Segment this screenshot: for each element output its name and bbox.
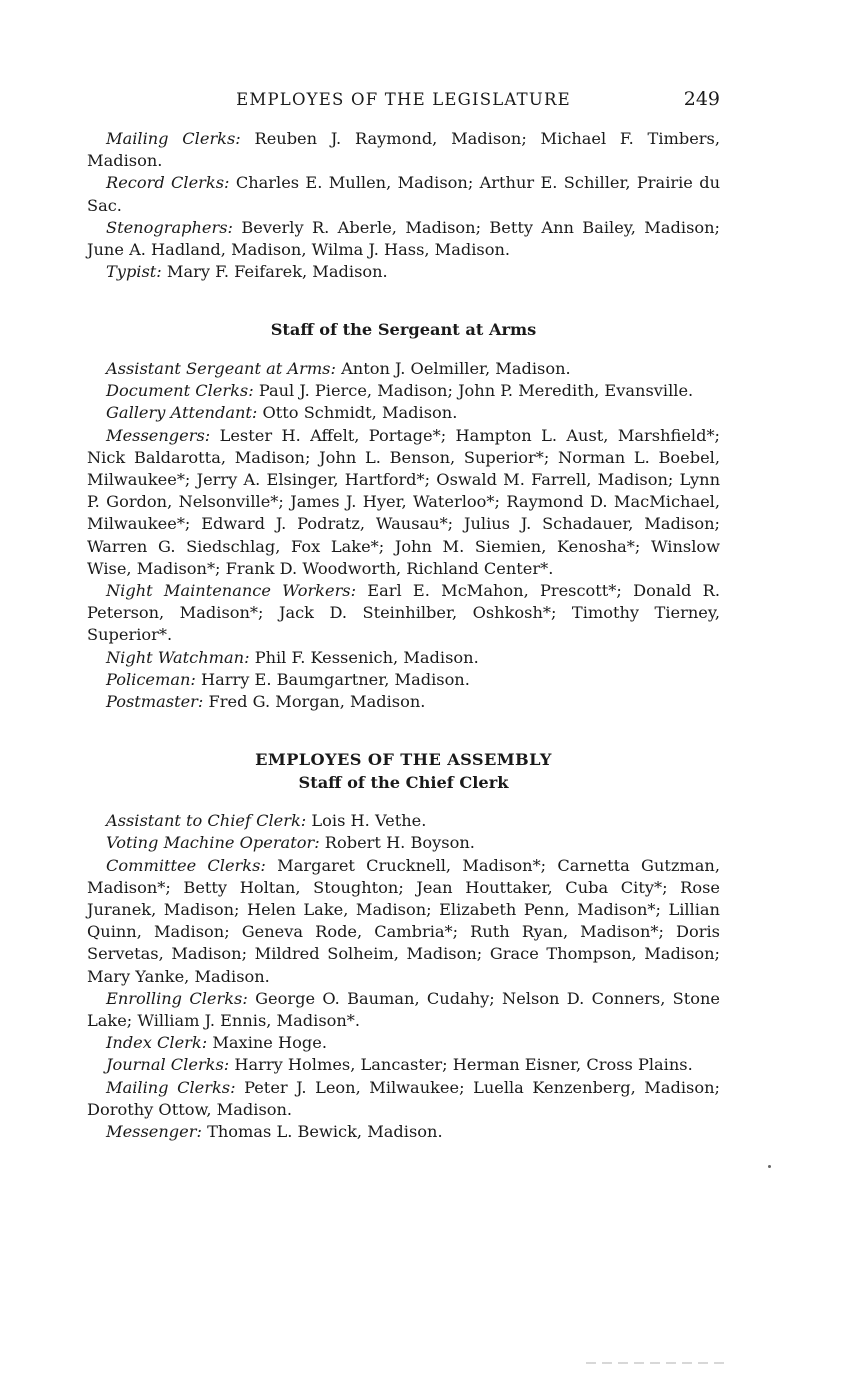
- running-title: EMPLOYES OF THE LEGISLATURE: [236, 90, 571, 109]
- entry-mailing-clerks-assembly: [87, 1077, 720, 1121]
- entry-names: Beverly R. Aberle, Madison; Betty Ann Bailey, Madison; June A. Hadland, Madison, Wilma J. Hass, Madison.: [87, 217, 720, 260]
- role-label: Index Clerk:: [106, 1033, 208, 1053]
- entry-committee-clerks: [87, 855, 720, 988]
- entry-index-clerk: [87, 1032, 720, 1054]
- entry-names: Reuben J. Raymond, Madison; Michael F. Timbers, Madison.: [87, 129, 720, 171]
- entry-names: Lester H. Affelt, Portage*; Hampton L. Aust, Marshfield*; Nick Baldarotta, Madison; John L. Benson, Superior*; Norman L. Boebel, Milwaukee*; Jerry A. Elsinger, Hartford*; Oswald M. Farrell, Madison; Lynn P. Gordon, Nelsonville*; James J. Hyer, Waterloo*; Raymond D. MacMichael, Milwaukee*; Edward J. Podratz, Wausau*; Julius J. Schadauer, Madison; Warren G. Siedschlag, Fox Lake*; John M. Siemien, Kenosha*; Winslow Wise, Madison*; Frank D. Woodworth, Richland Center*.: [87, 425, 720, 578]
- entry-night-maintenance: [87, 580, 720, 647]
- entry-journal-clerks: [87, 1054, 720, 1076]
- role-label: Journal Clerks:: [106, 1055, 230, 1075]
- entry-typist: [87, 261, 720, 283]
- document-page: [87, 84, 720, 1143]
- entry-names: Lois H. Vethe.: [306, 811, 427, 831]
- role-label: Night Maintenance Workers:: [106, 580, 357, 600]
- entry-assistant-sergeant: [87, 358, 720, 380]
- role-label: Gallery Attendant:: [106, 403, 258, 423]
- role-label: Mailing Clerks:: [106, 129, 241, 148]
- role-label: Assistant Sergeant at Arms:: [106, 358, 336, 378]
- entry-names: Otto Schmidt, Madison.: [257, 403, 458, 423]
- page-number: 249: [683, 88, 720, 110]
- entry-assistant-chief-clerk: [87, 810, 720, 832]
- entry-names: Harry Holmes, Lancaster; Herman Eisner, Cross Plains.: [229, 1055, 693, 1075]
- entry-night-watchman: [87, 647, 720, 669]
- role-label: Assistant to Chief Clerk:: [106, 811, 307, 831]
- entry-gallery-attendant: [87, 402, 720, 424]
- scan-artifact-line: [586, 1362, 726, 1364]
- entry-names: Phil F. Kessenich, Madison.: [249, 647, 479, 667]
- entry-messengers: [87, 425, 720, 580]
- section-heading-assembly: EMPLOYES OF THE ASSEMBLY: [255, 750, 552, 770]
- role-label: Committee Clerks:: [106, 855, 266, 875]
- role-label: Document Clerks:: [106, 381, 254, 401]
- role-label: Messenger:: [106, 1122, 202, 1142]
- entry-enrolling-clerks: [87, 988, 720, 1032]
- role-label: Record Clerks:: [106, 173, 230, 193]
- role-label: Messengers:: [106, 425, 211, 445]
- entry-names: Earl E. McMahon, Prescott*; Donald R. Peterson, Madison*; Jack D. Steinhilber, Oshkosh*; Timothy Tierney, Superior*.: [87, 580, 720, 645]
- role-label: Stenographers:: [106, 217, 233, 237]
- role-label: Voting Machine Operator:: [106, 833, 320, 853]
- role-label: Night Watchman:: [106, 647, 250, 667]
- entry-voting-machine-operator: [87, 832, 720, 854]
- scan-speck: [768, 1165, 771, 1168]
- entry-names: Fred G. Morgan, Madison.: [203, 691, 426, 711]
- entry-names: Charles E. Mullen, Madison; Arthur E. Schiller, Prairie du Sac.: [87, 173, 721, 215]
- entry-document-clerks: [87, 380, 720, 402]
- entry-names: Harry E. Baumgartner, Madison.: [195, 669, 470, 689]
- entry-names: Robert H. Boyson.: [319, 833, 475, 853]
- section-heading-sergeant: Staff of the Sergeant at Arms: [270, 320, 537, 340]
- role-label: Typist:: [106, 262, 162, 282]
- entry-names: Maxine Hoge.: [207, 1033, 327, 1053]
- entry-names: Mary F. Feifarek, Madison.: [161, 262, 388, 282]
- entry-names: Peter J. Leon, Milwaukee; Luella Kenzenberg, Madison; Dorothy Ottow, Madison.: [87, 1077, 720, 1119]
- intro-section: [87, 128, 720, 283]
- entry-messenger: [87, 1121, 720, 1143]
- section-subheading-chief-clerk: Staff of the Chief Clerk: [298, 772, 509, 792]
- entry-stenographers: [87, 217, 720, 261]
- entry-names: Paul J. Pierce, Madison; John P. Meredith, Evansville.: [253, 381, 694, 401]
- entry-postmaster: [87, 691, 720, 713]
- entry-record-clerks: [87, 172, 720, 216]
- assembly-section: [87, 749, 720, 1143]
- entry-names: Anton J. Oelmiller, Madison.: [335, 358, 571, 378]
- role-label: Postmaster:: [106, 691, 204, 711]
- running-header: [87, 84, 720, 116]
- entry-names: Margaret Crucknell, Madison*; Carnetta Gutzman, Madison*; Betty Holtan, Stoughton; Jean Houttaker, Cuba City*; Rose Juranek, Madison; Helen Lake, Madison; Elizabeth Penn, Madison*; Lillian Quinn, Madison; Geneva Rode, Cambria*; Ruth Ryan, Madison*; Doris Servetas, Madison; Mildred Solheim, Madison; Grace Thompson, Madison; Mary Yanke, Madison.: [87, 855, 720, 986]
- sergeant-section: [87, 319, 720, 713]
- role-label: Mailing Clerks:: [106, 1077, 236, 1097]
- entry-mailing-clerks: [87, 128, 720, 172]
- entry-names: George O. Bauman, Cudahy; Nelson D. Conners, Stone Lake; William J. Ennis, Madison*.: [87, 988, 720, 1030]
- entry-policeman: [87, 669, 720, 691]
- entry-names: Thomas L. Bewick, Madison.: [201, 1122, 443, 1142]
- role-label: Enrolling Clerks:: [106, 988, 248, 1008]
- role-label: Policeman:: [106, 669, 196, 689]
